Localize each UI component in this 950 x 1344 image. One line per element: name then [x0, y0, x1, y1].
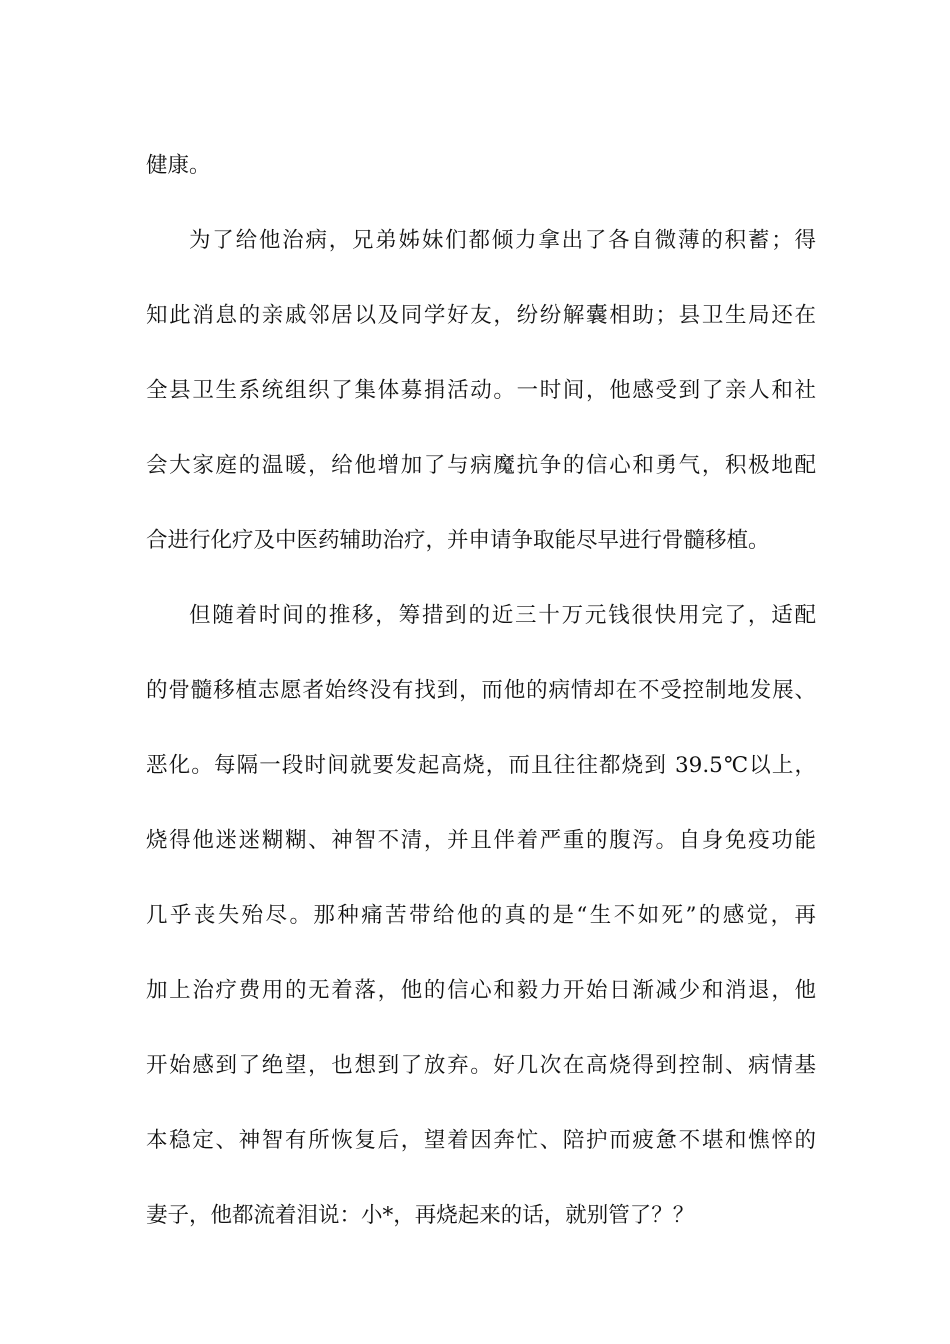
- text-line: 会大家庭的温暖，给他增加了与病魔抗争的信心和勇气，积极地配: [146, 453, 816, 478]
- text-line: 全县卫生系统组织了集体募捐活动。一时间，他感受到了亲人和社: [146, 378, 816, 403]
- text-line: 开始感到了绝望，也想到了放弃。好几次在高烧得到控制、病情基: [146, 1053, 816, 1078]
- text-line: 健康。: [146, 153, 211, 178]
- text-line: 知此消息的亲戚邻居以及同学好友，纷纷解囊相助；县卫生局还在: [146, 303, 816, 328]
- text-line: 烧得他迷迷糊糊、神智不清，并且伴着严重的腹泻。自身免疫功能: [146, 828, 816, 853]
- paragraph-first-line: 但随着时间的推移，筹措到的近三十万元钱很快用完了，适配: [189, 603, 816, 628]
- paragraph-first-line: 为了给他治病，兄弟姊妹们都倾力拿出了各自微薄的积蓄；得: [189, 228, 816, 253]
- text-line: 的骨髓移植志愿者始终没有找到，而他的病情却在不受控制地发展、: [146, 678, 816, 703]
- text-line: 妻子，他都流着泪说：小*，再烧起来的话，就别管了？？: [146, 1203, 695, 1228]
- text-line: 本稳定、神智有所恢复后，望着因奔忙、陪护而疲惫不堪和憔悴的: [146, 1128, 816, 1153]
- text-line: 加上治疗费用的无着落，他的信心和毅力开始日渐减少和消退，他: [146, 978, 816, 1003]
- document-body: [146, 128, 816, 1253]
- text-line: 几乎丧失殆尽。那种痛苦带给他的真的是“生不如死”的感觉，再: [146, 903, 816, 928]
- text-line: 合进行化疗及中医药辅助治疗，并申请争取能尽早进行骨髓移植。: [146, 528, 770, 553]
- text-line: 恶化。每隔一段时间就要发起高烧，而且往往都烧到 39.5℃以上，: [146, 753, 816, 778]
